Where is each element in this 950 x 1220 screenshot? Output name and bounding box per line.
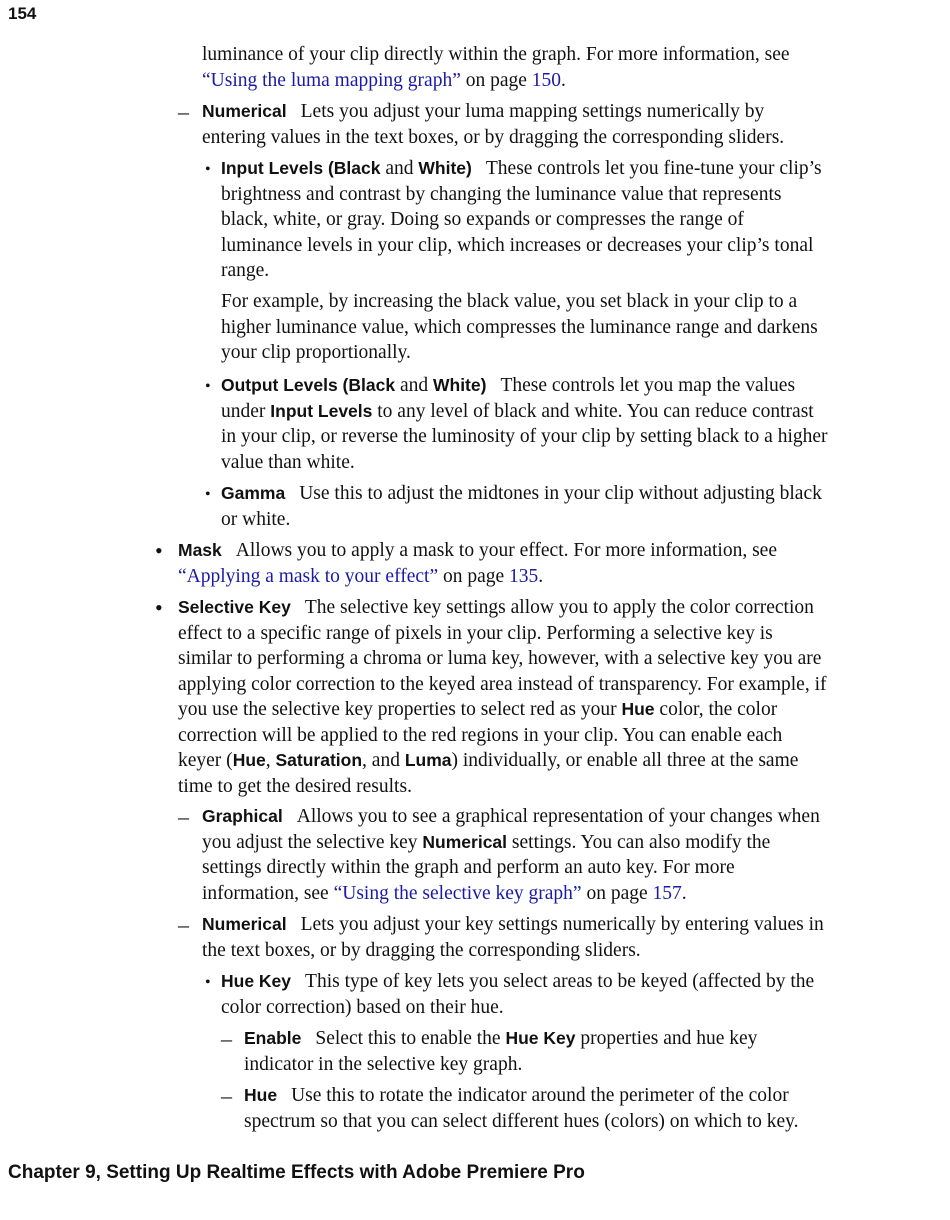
- hue-item: Hue Use this to rotate the indicator around the perimeter of the color spectrum so that you can select different hues (colors) on which to key.: [244, 1085, 799, 1132]
- dash-marker: –: [178, 804, 189, 829]
- paragraph-continuation: luminance of your clip directly within the graph. For more information, see “Using the luma mapping graph” on page 150.: [202, 44, 790, 91]
- input-levels-example: For example, by increasing the black value, you set black in your clip to a higher luminance value, which compresses the luminance range and darkens your clip proportionally.: [221, 291, 818, 363]
- bullet-marker: •: [205, 486, 211, 503]
- bullet-marker: •: [205, 974, 211, 991]
- selective-key-item: Selective Key The selective key settings allow you to apply the color correction effect to a specific range of pixels in your clip. Performing a selective key is similar to performing a chroma or luma key, however, with a selective key you are applying color correction to the keyed area instead of transparency. For example, if you use the selective key properties to select red as your Hue color, the color correction will be applied to the red regions in your clip. You can enable each keyer (Hue, Saturation, and Luma) individually, or enable all three at the same time to get the desired results.: [178, 597, 827, 797]
- output-levels-item: Output Levels (Black and White) These controls let you map the values under Input Levels to any level of black and white. You can reduce contrast in your clip, or reverse the luminosity of your clip by setting black to a higher value than white.: [221, 375, 828, 473]
- input-levels-item: Input Levels (Black and White) These controls let you fine-tune your clip’s brightness and contrast by changing the luminance value that represents black, white, or gray. Doing so expands or compresses the range of luminance levels in your clip, which increases or decreases your clip’s tonal range.: [221, 158, 822, 281]
- link-page-135[interactable]: 135: [509, 565, 539, 587]
- numerical-luma-item: Numerical Lets you adjust your luma mapping settings numerically by entering values in the text boxes, or by dragging the corresponding sliders.: [202, 101, 785, 148]
- dash-marker: –: [221, 1026, 232, 1051]
- dash-marker: –: [178, 99, 189, 124]
- chapter-footer: Chapter 9, Setting Up Realtime Effects with Adobe Premiere Pro: [8, 1162, 585, 1183]
- link-luma-mapping-graph[interactable]: “Using the luma mapping graph”: [202, 69, 461, 91]
- link-page-157[interactable]: 157: [652, 882, 682, 904]
- graphical-item: Graphical Allows you to see a graphical representation of your changes when you adjust the selective key Numerical settings. You can also modify the settings directly within the graph and perform an auto key. For more information, see “Using the selective key graph” on page 157.: [202, 806, 820, 904]
- dash-marker: –: [221, 1083, 232, 1108]
- hue-key-item: Hue Key This type of key lets you select areas to be keyed (affected by the color correction) based on their hue.: [221, 971, 815, 1018]
- link-page-150[interactable]: 150: [531, 69, 562, 91]
- page-number: 154: [8, 4, 37, 23]
- bullet-marker: •: [205, 378, 211, 395]
- bullet-marker: •: [205, 161, 211, 178]
- term-numerical: Numerical: [202, 101, 287, 121]
- bullet-marker: •: [155, 538, 163, 563]
- gamma-item: Gamma Use this to adjust the midtones in your clip without adjusting black or white.: [221, 483, 822, 530]
- link-selective-key-graph[interactable]: “Using the selective key graph”: [333, 882, 582, 904]
- bullet-marker: •: [155, 595, 163, 620]
- enable-item: Enable Select this to enable the Hue Key properties and hue key indicator in the selective key graph.: [244, 1028, 758, 1075]
- numerical-key-item: Numerical Lets you adjust your key settings numerically by entering values in the text boxes, or by dragging the corresponding sliders.: [202, 914, 824, 961]
- link-applying-a-mask[interactable]: “Applying a mask to your effect”: [178, 565, 439, 587]
- dash-marker: –: [178, 912, 189, 937]
- mask-item: Mask Allows you to apply a mask to your effect. For more information, see “Applying a mask to your effect” on page 135.: [178, 540, 777, 587]
